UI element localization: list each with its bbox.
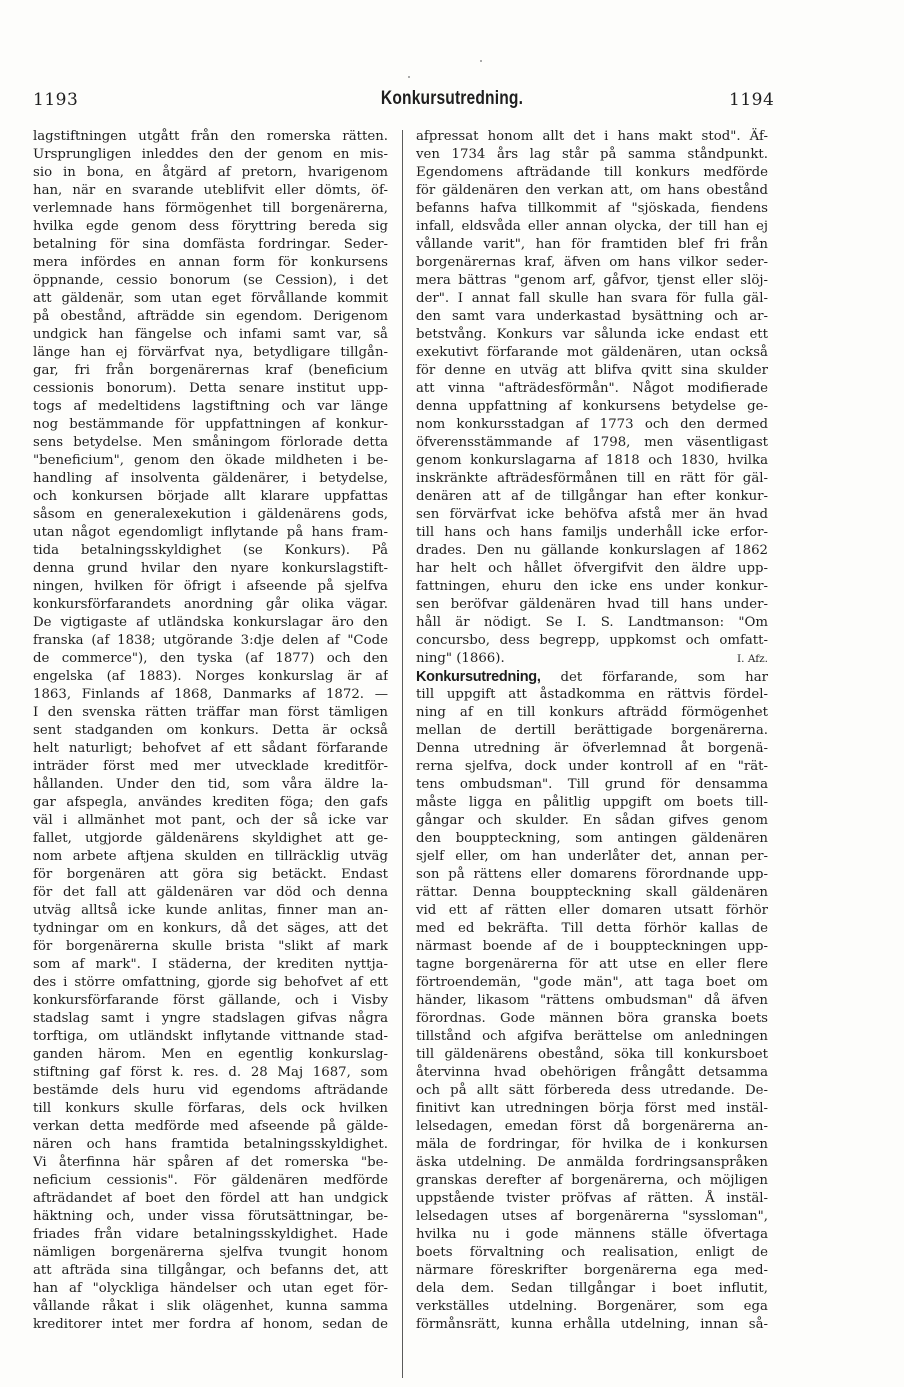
- text-line: håll är nödigt. Se I. S. Landtmanson: "Om: [416, 615, 768, 630]
- text-line: äska utdelning. De anmälda fordringsanspråken: [416, 1155, 768, 1170]
- text-line: nog bestämmande för uppfattningen af konkur-: [33, 417, 388, 432]
- text-line: har helt och hållet öfvergifvit den äldre upp-: [416, 561, 768, 576]
- text-line: befanns hafva tillkommit af "sjöskada, fiendens: [416, 201, 768, 216]
- text-line: mäla de fordringar, för hvilka de i konkursen: [416, 1137, 768, 1152]
- text-line: cessionis bonorum). Detta senare institut upp-: [33, 381, 388, 396]
- text-line: han, när en svarande uteblifvit eller dömts, öf-: [33, 183, 388, 198]
- text-line: I den svenska rätten träffar man först tämligen: [33, 705, 388, 720]
- text-line: 1863, Finlands af 1868, Danmarks af 1872. —: [33, 687, 388, 702]
- text-line: concursbo, dess begrepp, uppkomst och omfatt-: [416, 633, 768, 648]
- text-line: fallet, utgjorde gäldenärens skyldighet att ge-: [33, 831, 388, 846]
- text-line: mellan de dertill berättigade borgenärerna.: [416, 723, 768, 738]
- text-line: drades. Den nu gällande konkurslagen af 1862: [416, 543, 768, 558]
- text-line: exekutivt förfarande mot gäldenären, utan också: [416, 345, 768, 360]
- text-line: De vigtigaste af utländska konkurslagar äro den: [33, 615, 388, 630]
- text-line: hållanden. Under den tid, som våra äldre la-: [33, 777, 388, 792]
- text-line: ningen, hvilken för öfrigt i afseende på sjelfva: [33, 579, 388, 594]
- text-line: den samt vara underkastad bysättning och ar-: [416, 309, 768, 324]
- text-line: mera infördes en annan form för konkursens: [33, 255, 388, 270]
- author-signature: I. Afz.: [737, 653, 768, 665]
- text-line: sen beröfvar gäldenären hvad till hans under-: [416, 597, 768, 612]
- text-line: lagstiftningen utgått från den romerska rätten.: [33, 129, 388, 144]
- scan-speck: [480, 60, 482, 62]
- text-line: ganden härom. Men en egentlig konkurslag-: [33, 1047, 388, 1062]
- text-line: boets förvaltning och realisation, enligt de: [416, 1245, 768, 1260]
- text-line: uppstående tvister pröfvas af rätten. Å instäl-: [416, 1191, 768, 1206]
- text-line: han af "olyckliga händelser och utan eget för-: [33, 1281, 388, 1296]
- text-line: vid ett af rätten eller domaren utsatt förhör: [416, 903, 768, 918]
- text-line: neficium cessionis". För gäldenären medförde: [33, 1173, 388, 1188]
- text-line: denna grund hvilar den nyare konkurslagstift-: [33, 561, 388, 576]
- text-line: händer, likasom "rättens ombudsman" då äfven: [416, 993, 768, 1008]
- text-line: Vi återfinna här spåren af det romerska "be-: [33, 1155, 388, 1170]
- text-line: för det fall att gäldenären var död och denna: [33, 885, 388, 900]
- text-line: häktning och, under vissa förutsättningar, be-: [33, 1209, 388, 1224]
- entry-first-line: [416, 668, 768, 686]
- text-line: såsom en generalexekution i gäldenärens gods,: [33, 507, 388, 522]
- text-line: franska (af 1838; utgörande 3:dje delen af "Code: [33, 633, 388, 648]
- text-line: engelska (af 1883). Norges konkurslag är af: [33, 669, 388, 684]
- text-line: torftiga, om utländskt inflytande vittnande stad-: [33, 1029, 388, 1044]
- text-line: stiftning gaf först k. res. d. 28 Maj 1687, som: [33, 1065, 388, 1080]
- text-line: sent stadganden om konkurs. Detta är också: [33, 723, 388, 738]
- text-line: verkan detta medförde med afseende på gälde-: [33, 1119, 388, 1134]
- text-line: finitivt kan utredningen börja först med instäl-: [416, 1101, 768, 1116]
- text-line: gar afspegla, användes krediten föga; den gafs: [33, 795, 388, 810]
- text-line: att gäldenär, som utan eget förvållande kommit: [33, 291, 388, 306]
- text-line: helt naturligt; behofvet af ett sådant förfarande: [33, 741, 388, 756]
- text-line: [416, 650, 768, 668]
- text-line: förtroendemän, "gode män", att taga boet om: [416, 975, 768, 990]
- text-line: för borgenären att göra sig betäckt. Endast: [33, 867, 388, 882]
- text-fragment: det förfarande, som har: [560, 670, 768, 685]
- text-line: att vinna "afträdesförmån". Något modifierade: [416, 381, 768, 396]
- text-line: ven 1734 års lag står på samma ståndpunkt.: [416, 147, 768, 162]
- text-line: stadslag samt i yngre stadslagen gifvas några: [33, 1011, 388, 1026]
- text-line: togs af medeltidens lagstiftning och var länge: [33, 399, 388, 414]
- text-line: denären att af de tillgångar han efter konkur-: [416, 489, 768, 504]
- text-line: till gäldenärens obestånd, söka till konkursboet: [416, 1047, 768, 1062]
- text-line: sen förvärfvat icke behöfva afstå mer än hvad: [416, 507, 768, 522]
- text-line: betalning för sina domfästa fordringar. Seder-: [33, 237, 388, 252]
- running-title: Konkursutredning.: [380, 88, 524, 109]
- text-line: des i större omfattning, gjorde sig behofvet af ett: [33, 975, 388, 990]
- text-line: förordnas. Gode männen böra granska boets: [416, 1011, 768, 1026]
- text-line: denna uppfattning af konkursens betydelse ge-: [416, 399, 768, 414]
- text-line: för gäldenären den verkan att, om hans obestånd: [416, 183, 768, 198]
- text-line: friades från vidare betalningsskyldighet. Hade: [33, 1227, 388, 1242]
- left-column: [33, 128, 388, 1380]
- text-line: på obestånd, afträdde sin egendom. Derigenom: [33, 309, 388, 324]
- text-line: nären och hans framtida betalningsskyldighet.: [33, 1137, 388, 1152]
- text-line: utan något egendomligt inflytande på hans fram-: [33, 525, 388, 540]
- text-line: återvinna hvad obehörigen frångått detsamma: [416, 1065, 768, 1080]
- text-line: närmare föreskrifter borgenärerna ega med-: [416, 1263, 768, 1278]
- text-line: till hans och hans familjs underhåll icke erfor-: [416, 525, 768, 540]
- text-line: borgenärernas kraf, äfven om hans vilkor seder-: [416, 255, 768, 270]
- text-line: nom arbete aftjena skulden en tillräcklig utväg: [33, 849, 388, 864]
- text-line: sjelf eller, om han underlåter det, annan per-: [416, 849, 768, 864]
- text-line: bestämde dels huru vid egendoms afträdande: [33, 1083, 388, 1098]
- text-line: måste ligga en pålitlig uppgift om boets till-: [416, 795, 768, 810]
- text-line: lelsedagen, emedan först då borgenärerna an-: [416, 1119, 768, 1134]
- text-line: och på allt sätt förbereda dess utredande. De-: [416, 1083, 768, 1098]
- text-line: ning af en till konkurs afträdd förmögenhet: [416, 705, 768, 720]
- text-line: utväg alltså icke kunde anlitas, finner man an-: [33, 903, 388, 918]
- text-line: genom konkurslagarna af 1818 och 1830, hvilka: [416, 453, 768, 468]
- text-line: nämligen borgenärerna sjelfva tvungit honom: [33, 1245, 388, 1260]
- text-line: väl i allmänhet mot pant, och der så icke var: [33, 813, 388, 828]
- entry-headword: Konkursutredning,: [416, 669, 541, 685]
- text-line: rättar. Denna bouppteckning skall gäldenären: [416, 885, 768, 900]
- text-line: "beneficium", genom den ökade mildheten i be-: [33, 453, 388, 468]
- text-line: tagne borgenärerna för att utse en eller flere: [416, 957, 768, 972]
- text-line: lelsedagen utses af borgenärerna "syssloman",: [416, 1209, 768, 1224]
- text-line: för borgenärerna skulle brista "slikt af mark: [33, 939, 388, 954]
- text-line: tens ombudsman". Till grund för densamma: [416, 777, 768, 792]
- text-fragment: ning" (1866).: [416, 651, 505, 666]
- text-line: son på rättens eller domarens förordnande upp-: [416, 867, 768, 882]
- text-line: som af mark". I städerna, der krediten nyttja-: [33, 957, 388, 972]
- text-line: konkursförfarandets anordning går olika vägar.: [33, 597, 388, 612]
- text-line: sio in bona, en åtgärd af pretorn, hvarigenom: [33, 165, 388, 180]
- text-line: Ursprungligen inleddes den der genom en mis-: [33, 147, 388, 162]
- text-line: närmast boende af de i bouppteckningen upp-: [416, 939, 768, 954]
- text-line: Denna utredning är öfverlemnad åt borgenä-: [416, 741, 768, 756]
- text-line: mera bättras "genom arf, gåfvor, tjenst eller slöj-: [416, 273, 768, 288]
- text-line: afpressat honom allt det i hans makt stod". Äf-: [416, 129, 768, 144]
- column-divider: [402, 130, 403, 1378]
- text-line: undgick han fängelse och infami samt var, så: [33, 327, 388, 342]
- text-line: gar, fri från borgenärernas kraf (beneficium: [33, 363, 388, 378]
- text-line: och konkursen började allt klarare uppfattas: [33, 489, 388, 504]
- right-column: [416, 128, 768, 1380]
- text-line: öppnande, cessio bonorum (se Cession), i det: [33, 273, 388, 288]
- text-line: verlemnade hans förmögenhet till borgenärerna,: [33, 201, 388, 216]
- text-line: hvilka nu i gode männens ställe öfvertaga: [416, 1227, 768, 1242]
- text-line: länge han ej förvärfvat nya, betydligare tillgån-: [33, 345, 388, 360]
- text-line: öfverensstämmande af 1798, men väsentligast: [416, 435, 768, 450]
- text-line: förmånsrätt, kunna erhålla utdelning, innan så-: [416, 1317, 768, 1332]
- page-header: [0, 86, 904, 116]
- text-line: granskas derefter af borgenärerna, och möjligen: [416, 1173, 768, 1188]
- text-line: nom konkursstadgan af 1773 och den dermed: [416, 417, 768, 432]
- text-line: vållande varit", han för framtiden blef fri från: [416, 237, 768, 252]
- text-line: till uppgift att åstadkomma en rättvis fördel-: [416, 687, 768, 702]
- text-line: dela dem. Sedan tillgångar i boet influtit,: [416, 1281, 768, 1296]
- text-line: för denne en utväg att blifva qvitt sina skulder: [416, 363, 768, 378]
- scan-speck: [408, 76, 410, 78]
- text-line: tida betalningsskyldighet (se Konkurs). På: [33, 543, 388, 558]
- text-line: till konkurs skulle förfaras, dels ock hvilken: [33, 1101, 388, 1116]
- text-line: hvilka egde genom dess föryttring bereda sig: [33, 219, 388, 234]
- text-line: handling af insolventa gäldenärer, i betydelse,: [33, 471, 388, 486]
- text-line: rerna sjelfva, dock under kontroll af en "rät-: [416, 759, 768, 774]
- text-line: inträder först med mer utvecklade kreditför-: [33, 759, 388, 774]
- text-line: tillstånd och afgifva berättelse om anledningen: [416, 1029, 768, 1044]
- text-line: de commerce"), den tyska (af 1877) och den: [33, 651, 388, 666]
- left-page-number: 1193: [33, 90, 79, 110]
- right-page-number: 1194: [729, 90, 775, 110]
- text-line: vållande råkat i slik olägenhet, kunna samma: [33, 1299, 388, 1314]
- text-line: afträdandet af boet den fördel att han undgick: [33, 1191, 388, 1206]
- text-line: kreditorer intet mer fordra af honom, sedan de: [33, 1317, 388, 1332]
- text-line: den bouppteckning, som antingen gäldenären: [416, 831, 768, 846]
- text-line: verkställes utdelning. Borgenärer, som ega: [416, 1299, 768, 1314]
- text-line: betstvång. Konkurs var sålunda icke endast ett: [416, 327, 768, 342]
- text-line: inskränkte afträdesförmånen till en rätt för gäl-: [416, 471, 768, 486]
- text-line: fattningen, ehuru den icke ens under konkur-: [416, 579, 768, 594]
- text-line: med ed bekräfta. Till detta förhör kallas de: [416, 921, 768, 936]
- text-line: gångar och skulder. En sådan gifves genom: [416, 813, 768, 828]
- text-line: Egendomens afträdande till konkurs medförde: [416, 165, 768, 180]
- text-line: att afträda sina tillgångar, och befanns det, att: [33, 1263, 388, 1278]
- text-line: infall, eldsvåda eller annan olycka, der till han ej: [416, 219, 768, 234]
- text-line: tydningar om en konkurs, då det säges, att det: [33, 921, 388, 936]
- text-line: sens betydelse. Men småningom förlorade detta: [33, 435, 388, 450]
- text-line: der". I annat fall skulle han svara för fulla gäl-: [416, 291, 768, 306]
- text-line: konkursförfarande först gällande, och i Visby: [33, 993, 388, 1008]
